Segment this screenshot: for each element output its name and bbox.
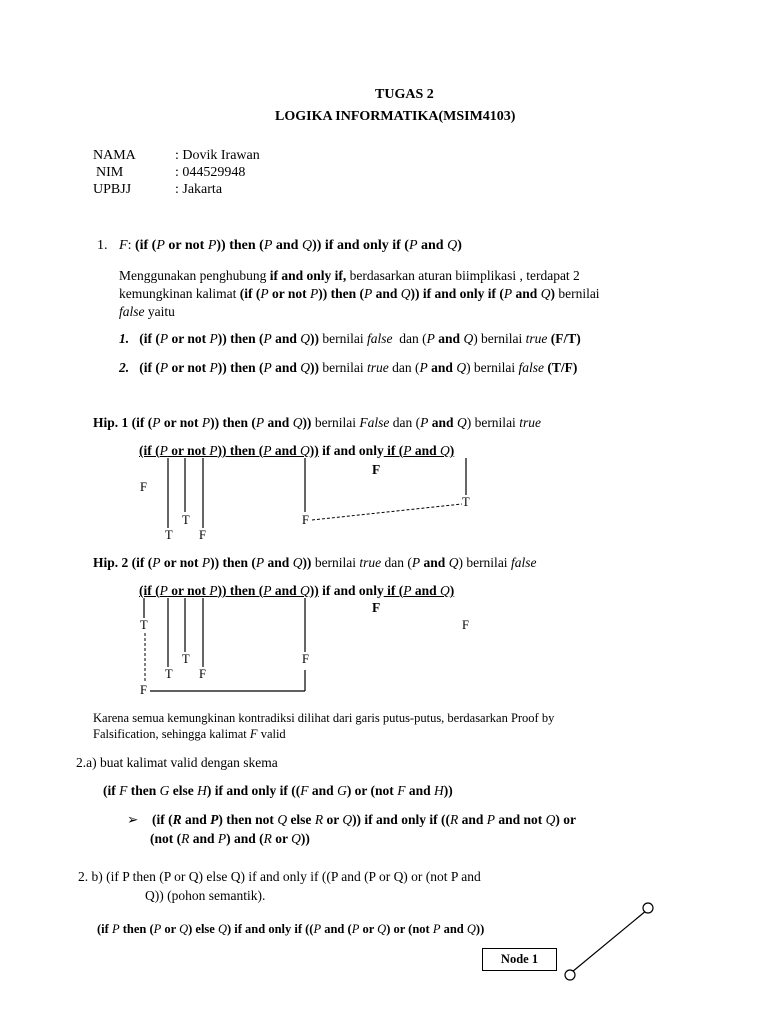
hip1-label-f1: F: [199, 528, 206, 542]
text-run: yaitu: [144, 304, 175, 319]
text-run: and: [272, 238, 302, 253]
text-run: F: [119, 238, 128, 253]
text-run: ): [449, 583, 455, 598]
text-run: and: [264, 555, 293, 570]
q1-number: 1.: [97, 238, 108, 253]
text-run: (if (: [239, 286, 261, 301]
text-run: F: [119, 783, 128, 798]
text-run: )) then (: [217, 443, 264, 458]
text-run: G: [159, 783, 170, 798]
text-run: ) bernilai: [473, 331, 526, 346]
text-run: P: [486, 812, 495, 827]
text-run: and: [308, 783, 338, 798]
text-run: )) if and only if (: [312, 238, 409, 253]
hip1-label-t2: T: [182, 513, 190, 527]
text-run: )): [309, 443, 319, 458]
text-run: or not: [168, 331, 210, 346]
text-run: P: [403, 443, 412, 458]
text-run: )): [300, 831, 310, 846]
identity-value-nama: : Dovik Irawan: [175, 148, 260, 163]
text-run: false: [119, 304, 145, 319]
text-run: P: [411, 555, 421, 570]
text-run: and: [512, 286, 541, 301]
document-subtitle: LOGIKA INFORMATIKA(MSIM4103): [275, 109, 516, 124]
text-run: dan (: [381, 555, 412, 570]
text-run: if and only: [318, 443, 384, 458]
text-run: Q: [292, 555, 303, 570]
text-run: P: [209, 360, 218, 375]
text-run: and: [411, 443, 440, 458]
text-run: and: [411, 583, 440, 598]
text-run: ) bernilai: [466, 360, 519, 375]
text-run: or: [323, 812, 343, 827]
text-run: ) if and only if ((: [227, 922, 314, 936]
text-run: and: [271, 360, 301, 375]
text-run: P: [201, 415, 211, 430]
text-run: ) or: [555, 812, 576, 827]
text-run: )) if and only if ((: [352, 812, 450, 827]
text-run: P: [159, 443, 168, 458]
text-run: then: [127, 783, 160, 798]
text-run: (if (: [131, 555, 153, 570]
text-run: ) or (not: [386, 922, 433, 936]
node-top-circle: [643, 903, 653, 913]
text-run: true: [367, 360, 389, 375]
q2b-formula: [97, 922, 484, 937]
q2b-line2: Q)) (pohon semantik).: [145, 888, 266, 903]
text-run: P: [263, 238, 273, 253]
text-run: ): [449, 443, 455, 458]
q2b-line1: 2. b) (if P then (P or Q) else Q) if and only if ((P and (P or Q) or (not P and: [78, 869, 481, 884]
identity-label-nama: NAMA: [93, 148, 136, 163]
hip2-label-main: F: [372, 600, 381, 615]
text-run: (if (: [129, 331, 160, 346]
text-run: Q: [179, 922, 189, 936]
text-run: P: [152, 415, 161, 430]
text-run: P: [209, 443, 218, 458]
text-run: )) then (: [318, 286, 364, 301]
text-run: P: [255, 555, 265, 570]
text-run: (if (: [139, 443, 160, 458]
text-run: and: [458, 812, 487, 827]
text-run: or not: [164, 238, 208, 253]
q1-case-2: [119, 360, 577, 376]
text-run: then (: [119, 922, 154, 936]
text-run: and: [420, 555, 449, 570]
hip2-label-t-low: T: [165, 667, 173, 681]
text-run: Q: [540, 286, 551, 301]
text-run: P: [111, 922, 120, 936]
text-run: (F/T): [547, 331, 581, 346]
text-run: R: [263, 831, 272, 846]
text-run: and: [427, 360, 457, 375]
text-run: P: [209, 331, 218, 346]
text-run: kemungkinan kalimat: [119, 286, 240, 301]
text-run: F: [249, 727, 258, 741]
text-run: :: [127, 238, 135, 253]
q2a-answer-line2: [150, 831, 310, 847]
text-run: P: [351, 922, 360, 936]
node-1-box: Node 1: [482, 948, 557, 971]
text-run: P: [403, 583, 412, 598]
text-run: true: [525, 331, 548, 346]
text-run: (if: [97, 922, 112, 936]
text-run: R: [181, 831, 190, 846]
hip1-label-t-right: T: [462, 495, 470, 509]
q1-formula: [119, 238, 462, 254]
q2a-schema: [103, 783, 453, 799]
text-run: (T/F): [544, 360, 578, 375]
text-run: Q: [466, 922, 476, 936]
hip1-label-f-conn: F: [302, 513, 309, 527]
text-run: false: [510, 555, 537, 570]
hip2-label-f-low: F: [199, 667, 206, 681]
text-run: and: [271, 583, 301, 598]
document-title: TUGAS 2: [375, 87, 434, 102]
text-run: P: [263, 331, 272, 346]
text-run: P: [210, 812, 219, 827]
identity-value-upbjj: : Jakarta: [175, 182, 223, 197]
text-run: or: [161, 922, 180, 936]
conclusion-line1: Karena semua kemungkinan kontradiksi dilihat dari garis putus-putus, berdasarkan Proof by: [93, 711, 555, 725]
text-run: 2.: [119, 360, 130, 375]
text-run: P: [408, 238, 418, 253]
text-run: and: [417, 238, 448, 253]
text-run: dan (: [389, 415, 421, 430]
text-run: or not: [160, 415, 202, 430]
text-run: Q: [439, 583, 450, 598]
text-run: or not: [268, 286, 310, 301]
text-run: valid: [257, 727, 286, 741]
text-run: (if (: [129, 360, 160, 375]
text-run: )) then (: [210, 555, 256, 570]
text-run: and: [271, 443, 301, 458]
hip1-contradiction-dashed: [312, 504, 462, 520]
text-run: Q: [300, 360, 311, 375]
node-bottom-circle: [565, 970, 575, 980]
text-run: P: [209, 583, 218, 598]
identity-value-nim: : 044529948: [175, 165, 246, 180]
text-run: H: [197, 783, 207, 798]
text-run: ) else: [188, 922, 218, 936]
text-run: )): [310, 360, 320, 375]
text-run: Hip. 2: [93, 555, 132, 570]
text-run: and: [428, 415, 457, 430]
q1-paragraph-line1: [119, 268, 580, 284]
text-run: true: [359, 555, 382, 570]
text-run: P: [263, 443, 272, 458]
text-run: )) then (: [217, 583, 264, 598]
text-run: P: [426, 331, 435, 346]
hip2-formula: [139, 583, 454, 599]
text-run: )) then (: [217, 360, 264, 375]
identity-label-nim: NIM: [96, 165, 124, 180]
text-run: F: [397, 783, 406, 798]
text-run: Q: [300, 443, 310, 458]
q2a-bullet-icon: ➢: [127, 812, 139, 827]
text-run: if and only: [318, 583, 384, 598]
text-run: ): [550, 286, 555, 301]
text-run: P: [503, 286, 513, 301]
text-run: )) if and only if (: [410, 286, 504, 301]
text-run: R: [172, 812, 182, 827]
text-run: Hip. 1: [93, 415, 132, 430]
text-run: Q: [456, 360, 467, 375]
conclusion-line2: [93, 727, 286, 742]
text-run: else: [169, 783, 198, 798]
text-run: else: [287, 812, 315, 827]
text-run: )) then (: [217, 331, 264, 346]
text-run: Q: [342, 812, 353, 827]
hip2-label-f-conn: F: [302, 652, 309, 666]
text-run: dan (: [388, 360, 420, 375]
text-run: )): [302, 415, 312, 430]
text-run: False: [359, 415, 390, 430]
text-run: ) if and only if ((: [206, 783, 301, 798]
text-run: or not: [168, 360, 210, 375]
text-run: bernilai: [319, 360, 368, 375]
text-run: bernilai: [319, 331, 368, 346]
text-run: P: [159, 331, 169, 346]
text-run: (if: [103, 783, 120, 798]
text-run: ) bernilai: [458, 555, 511, 570]
text-run: and: [405, 783, 434, 798]
text-run: )): [302, 555, 312, 570]
text-run: ) or (not: [346, 783, 398, 798]
text-run: P: [159, 360, 169, 375]
text-run: bernilai: [554, 286, 600, 301]
text-run: )): [310, 331, 320, 346]
text-run: )): [443, 783, 453, 798]
text-run: and: [189, 831, 218, 846]
text-run: G: [337, 783, 347, 798]
text-run: P: [152, 555, 161, 570]
text-run: ) then not: [218, 812, 278, 827]
hip2-label-f-right: F: [462, 618, 469, 632]
hip2-label-t-top: T: [140, 618, 148, 632]
text-run: ): [457, 238, 462, 253]
text-run: Falsification, sehingga kalimat: [93, 727, 250, 741]
text-run: R: [314, 812, 324, 827]
text-run: false: [518, 360, 545, 375]
identity-label-upbjj: UPBJJ: [93, 182, 132, 197]
hip2-label-t-mid: T: [182, 652, 190, 666]
text-run: dan (: [392, 331, 427, 346]
text-run: P: [156, 238, 165, 253]
text-run: bernilai: [311, 555, 360, 570]
text-run: false: [367, 331, 393, 346]
hip1-label-main: F: [372, 462, 381, 477]
text-run: and: [264, 415, 293, 430]
text-run: ) bernilai: [466, 415, 520, 430]
q1-case-1: [119, 331, 581, 347]
text-run: P: [263, 583, 272, 598]
q2a-label: 2.a) buat kalimat valid dengan skema: [76, 755, 278, 770]
text-run: P: [207, 238, 217, 253]
text-run: and: [271, 331, 301, 346]
text-run: (if (: [134, 238, 157, 253]
hip1-label-left: F: [140, 480, 147, 494]
text-run: Q: [291, 831, 301, 846]
hip1-formula: [139, 443, 454, 459]
text-run: if (: [383, 443, 404, 458]
text-run: or not: [167, 443, 210, 458]
text-run: bernilai: [311, 415, 360, 430]
text-run: P: [263, 360, 272, 375]
text-run: P: [313, 922, 322, 936]
text-run: or: [359, 922, 378, 936]
node-connector-line: [572, 910, 647, 972]
hip2-heading: [93, 555, 536, 571]
text-run: and not: [494, 812, 546, 827]
text-run: (if (: [131, 415, 153, 430]
text-run: P: [255, 415, 265, 430]
q2a-answer-line1: [152, 812, 576, 828]
text-run: Q: [217, 922, 227, 936]
text-run: Q: [300, 331, 311, 346]
text-run: P: [419, 360, 428, 375]
text-run: )): [475, 922, 485, 936]
text-run: Q: [463, 331, 474, 346]
text-run: or not: [160, 555, 202, 570]
text-run: (if (: [152, 812, 173, 827]
text-run: and: [434, 331, 464, 346]
text-run: P: [201, 555, 211, 570]
text-run: P: [260, 286, 269, 301]
hip1-label-t1: T: [165, 528, 173, 542]
text-run: 1.: [119, 331, 130, 346]
text-run: F: [300, 783, 309, 798]
text-run: Q: [545, 812, 556, 827]
text-run: Q: [456, 415, 467, 430]
text-run: Q: [377, 922, 387, 936]
text-run: )) then (: [210, 415, 256, 430]
text-run: Menggunakan penghubung: [119, 268, 270, 283]
text-run: Q: [447, 238, 458, 253]
text-run: if (: [383, 583, 404, 598]
hip2-label-f-bottom: F: [140, 683, 147, 697]
text-run: if and only if,: [269, 268, 347, 283]
text-run: P: [153, 922, 162, 936]
text-run: P: [217, 831, 227, 846]
q1-paragraph-line2: [119, 286, 600, 302]
text-run: P: [364, 286, 373, 301]
text-run: P: [159, 583, 168, 598]
text-run: Q: [292, 415, 303, 430]
text-run: P: [420, 415, 429, 430]
text-run: P: [432, 922, 441, 936]
text-run: true: [519, 415, 541, 430]
text-run: P: [310, 286, 319, 301]
text-run: or: [271, 831, 292, 846]
text-run: ) and (: [226, 831, 264, 846]
text-run: R: [449, 812, 459, 827]
text-run: berdasarkan aturan biimplikasi , terdapat 2: [346, 268, 580, 283]
text-run: and: [440, 922, 467, 936]
q1-paragraph-line3: [119, 304, 175, 320]
text-run: (not (: [150, 831, 182, 846]
text-run: Q: [300, 583, 310, 598]
text-run: )): [309, 583, 319, 598]
text-run: and (: [321, 922, 352, 936]
text-run: Q: [301, 238, 313, 253]
text-run: Q: [400, 286, 411, 301]
text-run: Q: [448, 555, 459, 570]
text-run: Q: [439, 443, 450, 458]
text-run: )) then (: [216, 238, 264, 253]
text-run: Q: [277, 812, 288, 827]
text-run: H: [433, 783, 444, 798]
text-run: (if (: [139, 583, 160, 598]
hip1-heading: [93, 415, 541, 431]
text-run: and: [372, 286, 401, 301]
text-run: or not: [167, 583, 210, 598]
text-run: and: [181, 812, 211, 827]
